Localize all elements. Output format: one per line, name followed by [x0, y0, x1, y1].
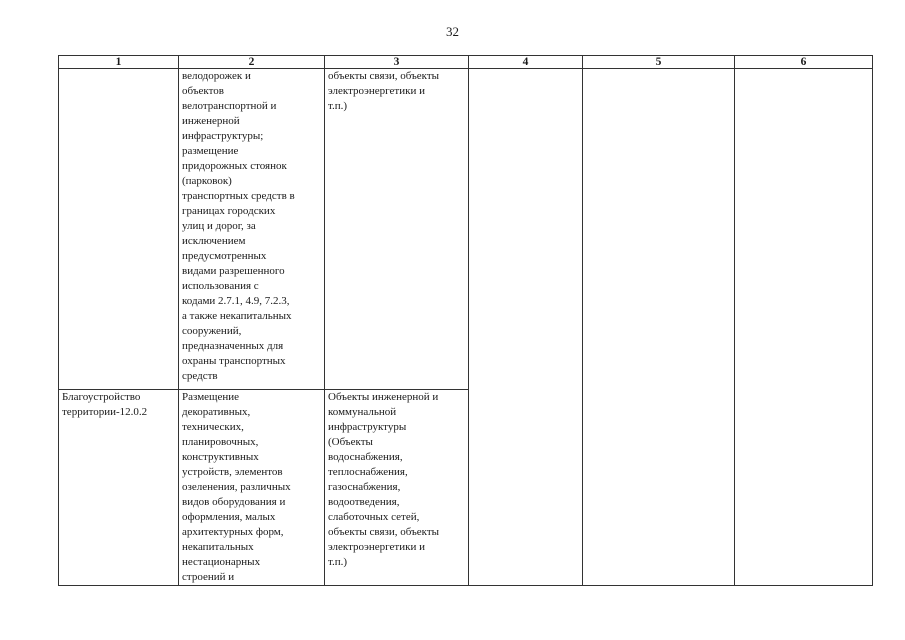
cell-col5	[583, 69, 735, 586]
table-row	[59, 69, 873, 390]
column-header-4: 4	[469, 56, 583, 69]
cell-permitted-objects: объекты связи, объекты электроэнергетики и т.п.)	[325, 69, 469, 390]
column-header-5: 5	[583, 56, 735, 69]
column-header-2: 2	[179, 56, 325, 69]
cell-description: велодорожек и объектов велотранспортной и инженерной инфраструктуры; размещение придорожных стоянок (парковок) транспортных средств в границах городских улиц и дорог, за исключением предусмотренных видами разрешенного использования с кодами 2.7.1, 4.9, 7.2.3, а также некапитальных сооружений, предназначенных для охраны транспортных средств	[179, 69, 325, 390]
page-number: 32	[446, 24, 459, 39]
column-header-6: 6	[735, 56, 873, 69]
cell-description: Размещение декоративных, технических, планировочных, конструктивных устройств, элементов озеленения, различных видов оборудования и оформления, малых архитектурных форм, некапитальных нестационарных строений и	[179, 390, 325, 586]
column-header-3: 3	[325, 56, 469, 69]
land-use-table	[58, 55, 873, 586]
cell-type-name: Благоустройство территории-12.0.2	[59, 390, 179, 586]
cell-type-name	[59, 69, 179, 390]
table-header-row	[59, 56, 873, 69]
cell-col4	[469, 69, 583, 586]
column-header-1: 1	[59, 56, 179, 69]
cell-permitted-objects: Объекты инженерной и коммунальной инфраструктуры (Объекты водоснабжения, теплоснабжения, газоснабжения, водоотведения, слаботочных сетей, объекты связи, объекты электроэнергетики и т.п.)	[325, 390, 469, 586]
cell-col6	[735, 69, 873, 586]
